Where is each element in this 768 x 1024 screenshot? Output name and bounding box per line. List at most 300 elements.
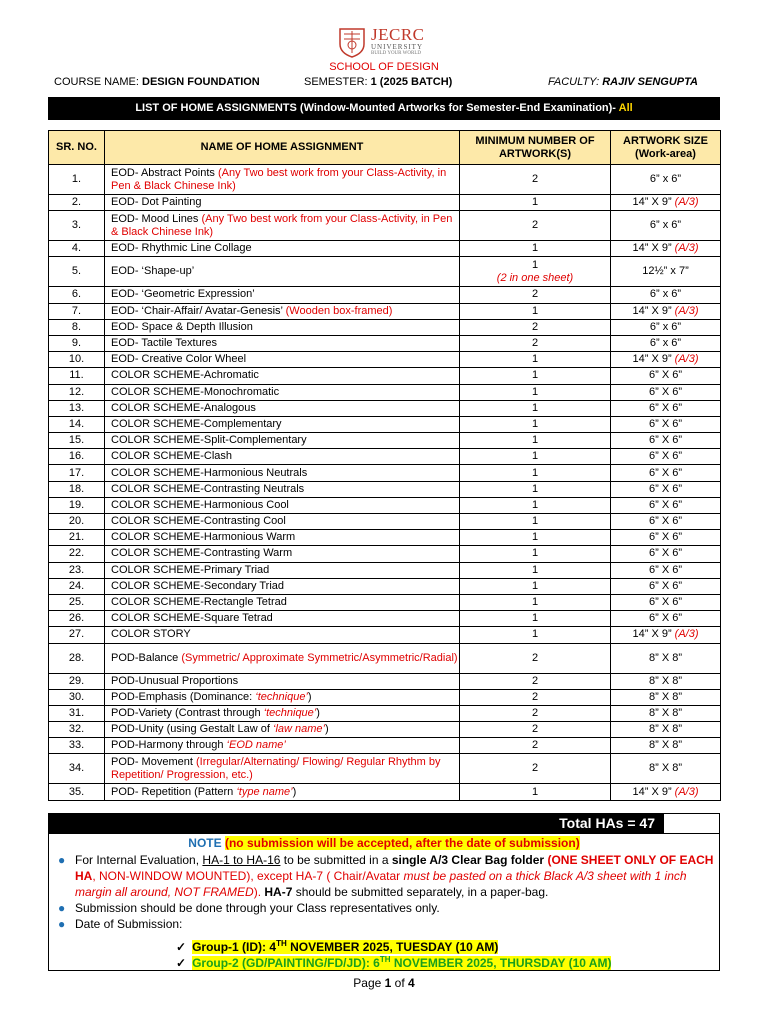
- artwork-size: [611, 754, 721, 784]
- table-row: [49, 673, 721, 689]
- row-number: 10.: [49, 352, 105, 368]
- artwork-size: [611, 368, 721, 384]
- artwork-size: [611, 303, 721, 319]
- table-row: [49, 449, 721, 465]
- assignment-title: COLOR SCHEME-Secondary Triad: [111, 579, 284, 592]
- row-number: 20.: [49, 514, 105, 530]
- artwork-count: [460, 530, 611, 546]
- size-value: 6” X 6”: [648, 369, 682, 382]
- artwork-count: [460, 257, 611, 287]
- size-value: 6” X 6”: [648, 531, 682, 544]
- size-value: 14” X 9”: [632, 628, 675, 641]
- table-row: [49, 368, 721, 384]
- table-row: [49, 481, 721, 497]
- table-row: [49, 643, 721, 673]
- assignment-name: [105, 241, 460, 257]
- artwork-size: [611, 352, 721, 368]
- logo-main-text: JECRC: [371, 25, 425, 44]
- size-value: 6” x 6”: [649, 320, 682, 333]
- count-value: 1: [531, 547, 539, 560]
- count-value: 1: [531, 304, 539, 317]
- table-row: [49, 784, 721, 800]
- list-item: ● For Internal Evaluation, HA-1 to HA-16 to be submitted in a single A/3 Clear Bag folder (ONE SHEET ONLY OF EACH HA, NON-WINDOW MOUNTED), except HA-7 ( Chair/Avatar must be pasted on a thick Black A/3 sheet with 1 inch margin all around, NOT FRAMED). HA-7 should be submitted separately, in a paper-bag.: [58, 853, 714, 899]
- row-number: 17.: [49, 465, 105, 481]
- group-2-date: ✓ Group-2 (GD/PAINTING/FD/JD): 6TH NOVEMBER 2025, THURSDAY (10 AM): [176, 955, 612, 970]
- artwork-count: [460, 497, 611, 513]
- table-row: [49, 165, 721, 195]
- artwork-size: [611, 465, 721, 481]
- artwork-size: [611, 578, 721, 594]
- artwork-count: [460, 673, 611, 689]
- table-row: [49, 514, 721, 530]
- artwork-size: [611, 643, 721, 673]
- artwork-count: [460, 287, 611, 303]
- assignment-variable: ‘technique’: [255, 690, 308, 703]
- artwork-count: [460, 546, 611, 562]
- table-row: [49, 352, 721, 368]
- assignment-title: COLOR SCHEME-Analogous: [111, 401, 256, 414]
- table-row: [49, 319, 721, 335]
- count-value: 2: [531, 739, 539, 752]
- list-item: ● Submission should be done through your Class representatives only.: [58, 901, 440, 915]
- assignment-name: [105, 627, 460, 643]
- row-number: 32.: [49, 722, 105, 738]
- table-row: [49, 433, 721, 449]
- assignment-title: EOD- Space & Depth Illusion: [111, 320, 253, 333]
- assignment-title: COLOR SCHEME-Clash: [111, 450, 233, 463]
- artwork-size: [611, 319, 721, 335]
- artwork-count: [460, 722, 611, 738]
- artwork-count: [460, 335, 611, 351]
- count-value: 1: [531, 242, 539, 255]
- count-value: 1: [531, 258, 539, 271]
- artwork-count: [460, 433, 611, 449]
- assignment-title: COLOR SCHEME-Primary Triad: [111, 563, 270, 576]
- artwork-count: [460, 578, 611, 594]
- assignment-name: [105, 449, 460, 465]
- table-header-row: [49, 131, 721, 165]
- artwork-count: [460, 319, 611, 335]
- count-value: 1: [531, 385, 539, 398]
- artwork-count: [460, 594, 611, 610]
- size-value: 6” x 6”: [649, 173, 682, 185]
- assignment-title: EOD- ‘Shape-up’: [111, 265, 195, 278]
- assignment-name: [105, 287, 460, 303]
- table-row: [49, 195, 721, 211]
- size-format: (A/3): [674, 628, 699, 641]
- count-value: 1: [531, 401, 539, 414]
- artwork-count: [460, 368, 611, 384]
- assignment-title: COLOR SCHEME-Complementary: [111, 417, 282, 430]
- assignment-name: [105, 530, 460, 546]
- assignment-title: COLOR SCHEME-Split-Complementary: [111, 434, 307, 447]
- size-value: 6” X 6”: [648, 482, 682, 495]
- assignment-name: [105, 562, 460, 578]
- assignment-name: [105, 643, 460, 673]
- assignment-title: POD-Harmony through: [111, 739, 227, 752]
- row-number: 13.: [49, 400, 105, 416]
- size-value: 6” X 6”: [648, 515, 682, 528]
- assignment-tail: ): [292, 785, 297, 798]
- size-value: 8” X 8”: [648, 690, 682, 703]
- assignment-name: [105, 481, 460, 497]
- size-value: 6” x 6”: [649, 288, 682, 301]
- size-value: 6” X 6”: [648, 417, 682, 430]
- count-value: 1: [531, 515, 539, 528]
- count-value: 2: [531, 219, 539, 232]
- artwork-size: [611, 594, 721, 610]
- size-value: 6” X 6”: [648, 450, 682, 463]
- note-title: NOTE (no submission will be accepted, after the date of submission): [188, 836, 580, 850]
- assignment-name: [105, 335, 460, 351]
- artwork-count: [460, 211, 611, 241]
- artwork-count: [460, 400, 611, 416]
- size-value: 8” X 8”: [648, 723, 682, 736]
- artwork-size: [611, 673, 721, 689]
- assignment-title: EOD- Creative Color Wheel: [111, 353, 247, 366]
- row-number: 35.: [49, 784, 105, 800]
- artwork-size: [611, 433, 721, 449]
- assignment-title: POD-Emphasis (Dominance:: [111, 690, 256, 703]
- header-artwork-size: ARTWORK SIZE (Work-area): [611, 131, 721, 165]
- size-format: (A/3): [674, 353, 699, 366]
- course-name: COURSE NAME: DESIGN FOUNDATION: [54, 76, 260, 88]
- row-number: 16.: [49, 449, 105, 465]
- artwork-count: [460, 784, 611, 800]
- assignment-variable: ‘law name’: [273, 723, 325, 736]
- table-row: [49, 497, 721, 513]
- table-row: [49, 530, 721, 546]
- artwork-size: [611, 738, 721, 754]
- row-number: 5.: [49, 257, 105, 287]
- count-value: 1: [531, 450, 539, 463]
- row-number: 33.: [49, 738, 105, 754]
- artwork-count: [460, 611, 611, 627]
- checkmark-icon: ✓: [176, 940, 187, 954]
- row-number: 21.: [49, 530, 105, 546]
- table-row: [49, 627, 721, 643]
- assignment-name: [105, 416, 460, 432]
- count-value: 2: [531, 651, 539, 664]
- row-number: 23.: [49, 562, 105, 578]
- table-row: [49, 241, 721, 257]
- assignment-title: EOD- ‘Chair-Affair/ Avatar-Genesis’: [111, 304, 286, 317]
- assignment-name: [105, 611, 460, 627]
- assignment-name: [105, 738, 460, 754]
- assignment-tail: ): [316, 706, 320, 719]
- size-value: 6” X 6”: [648, 434, 682, 447]
- size-format: (A/3): [674, 785, 699, 798]
- row-number: 7.: [49, 303, 105, 319]
- size-value: 14” X 9”: [632, 304, 675, 317]
- assignment-name: [105, 368, 460, 384]
- bullet-icon: ●: [58, 853, 66, 867]
- school-name: SCHOOL OF DESIGN: [329, 61, 439, 73]
- table-row: [49, 705, 721, 721]
- row-number: 25.: [49, 594, 105, 610]
- row-number: 11.: [49, 368, 105, 384]
- artwork-size: [611, 449, 721, 465]
- assignment-note: (Symmetric/ Approximate Symmetric/Asymmetric/Radial): [181, 651, 458, 664]
- assignment-name: [105, 303, 460, 319]
- assignment-title: EOD- Mood Lines: [111, 212, 202, 225]
- size-value: 6” X 6”: [648, 612, 682, 625]
- artwork-size: [611, 195, 721, 211]
- count-value: 1: [531, 417, 539, 430]
- artwork-count: [460, 481, 611, 497]
- row-number: 12.: [49, 384, 105, 400]
- assignment-name: [105, 195, 460, 211]
- assignment-title: COLOR SCHEME-Monochromatic: [111, 385, 280, 398]
- count-value: 2: [531, 690, 539, 703]
- row-number: 30.: [49, 689, 105, 705]
- table-row: [49, 578, 721, 594]
- assignment-name: [105, 754, 460, 784]
- table-row: [49, 400, 721, 416]
- assignment-title: EOD- Abstract Points: [111, 166, 218, 179]
- count-value: 1: [531, 498, 539, 511]
- count-value: 2: [531, 723, 539, 736]
- assignment-tail: ): [324, 723, 329, 736]
- size-value: 8” X 8”: [648, 762, 682, 775]
- table-row: [49, 611, 721, 627]
- artwork-count: [460, 705, 611, 721]
- assignment-name: [105, 514, 460, 530]
- artwork-size: [611, 627, 721, 643]
- artwork-size: [611, 722, 721, 738]
- assignment-title: POD- Movement: [111, 755, 196, 768]
- assignment-name: [105, 352, 460, 368]
- count-value: 2: [531, 706, 539, 719]
- artwork-size: [611, 497, 721, 513]
- size-value: 6” X 6”: [648, 579, 682, 592]
- artwork-count: [460, 416, 611, 432]
- artwork-size: [611, 514, 721, 530]
- size-value: 6” X 6”: [648, 547, 682, 560]
- row-number: 6.: [49, 287, 105, 303]
- group-1-date: ✓ Group-1 (ID): 4TH NOVEMBER 2025, TUESDAY (10 AM): [176, 939, 499, 954]
- artwork-size: [611, 481, 721, 497]
- assignment-title: COLOR SCHEME-Rectangle Tetrad: [111, 596, 287, 609]
- assignment-title: COLOR SCHEME-Harmonious Warm: [111, 531, 296, 544]
- assignment-title: COLOR SCHEME-Harmonious Cool: [111, 498, 289, 511]
- size-value: 8” X 8”: [648, 739, 682, 752]
- table-row: [49, 465, 721, 481]
- assignment-name: [105, 722, 460, 738]
- artwork-size: [611, 257, 721, 287]
- count-note: (2 in one sheet): [496, 271, 574, 284]
- assignment-title: COLOR SCHEME-Achromatic: [111, 369, 259, 382]
- list-item: ● Date of Submission:: [58, 917, 183, 931]
- table-row: [49, 257, 721, 287]
- count-value: 1: [531, 579, 539, 592]
- artwork-count: [460, 384, 611, 400]
- artwork-size: [611, 287, 721, 303]
- count-value: 1: [531, 482, 539, 495]
- bullet-icon: ●: [58, 901, 66, 915]
- row-number: 8.: [49, 319, 105, 335]
- row-number: 15.: [49, 433, 105, 449]
- faculty: FACULTY: RAJIV SENGUPTA: [548, 76, 698, 88]
- table-row: [49, 738, 721, 754]
- total-count: Total HAs = 47: [104, 813, 663, 834]
- table-row: [49, 287, 721, 303]
- note-bullets: [58, 852, 718, 932]
- assignment-name: [105, 673, 460, 689]
- table-row: [49, 689, 721, 705]
- assignment-title: POD-Unity (using Gestalt Law of: [111, 723, 274, 736]
- table-row: [49, 562, 721, 578]
- assignment-name: [105, 211, 460, 241]
- artwork-count: [460, 195, 611, 211]
- assignment-name: [105, 594, 460, 610]
- assignment-name: [105, 578, 460, 594]
- assignment-note: (Any Two best work from your Class-Activity, in Pen & Black Chinese Ink): [111, 212, 453, 238]
- artwork-count: [460, 303, 611, 319]
- artwork-size: [611, 211, 721, 241]
- row-number: 4.: [49, 241, 105, 257]
- row-number: 24.: [49, 578, 105, 594]
- artwork-count: [460, 754, 611, 784]
- assignment-variable: ‘technique’: [263, 706, 317, 719]
- count-value: 2: [531, 762, 539, 775]
- size-value: 6” x 6”: [649, 219, 682, 232]
- artwork-size: [611, 416, 721, 432]
- assignment-name: [105, 400, 460, 416]
- table-row: [49, 722, 721, 738]
- header-sr-no: SR. NO.: [49, 131, 105, 165]
- row-number: 22.: [49, 546, 105, 562]
- size-value: 6” X 6”: [648, 401, 682, 414]
- artwork-size: [611, 400, 721, 416]
- assignment-title: COLOR SCHEME-Contrasting Warm: [111, 547, 293, 560]
- header-assignment-name: NAME OF HOME ASSIGNMENT: [105, 131, 460, 165]
- table-row: [49, 416, 721, 432]
- size-value: 6” X 6”: [648, 563, 682, 576]
- table-row: [49, 335, 721, 351]
- assignment-note: (Wooden box-framed): [285, 304, 393, 317]
- table-row: [49, 384, 721, 400]
- count-value: 2: [531, 674, 539, 687]
- size-value: 14” X 9”: [632, 785, 675, 798]
- row-number: 34.: [49, 754, 105, 784]
- size-format: (A/3): [674, 304, 699, 317]
- count-value: 1: [531, 785, 539, 798]
- university-seal-icon: [337, 26, 367, 58]
- row-number: 26.: [49, 611, 105, 627]
- assignment-title: COLOR SCHEME-Square Tetrad: [111, 612, 273, 625]
- home-assignments-table: [48, 130, 721, 801]
- assignment-title: POD-Variety (Contrast through: [111, 706, 264, 719]
- assignment-title: EOD- Tactile Textures: [111, 337, 217, 350]
- assignment-name: [105, 165, 460, 195]
- count-value: 2: [531, 173, 539, 185]
- size-value: 6” X 6”: [648, 385, 682, 398]
- artwork-count: [460, 689, 611, 705]
- university-logo: [337, 26, 429, 62]
- artwork-count: [460, 627, 611, 643]
- artwork-size: [611, 546, 721, 562]
- assignment-name: [105, 546, 460, 562]
- size-value: 8” X 8”: [648, 651, 682, 664]
- artwork-size: [611, 689, 721, 705]
- artwork-count: [460, 643, 611, 673]
- count-value: 1: [531, 563, 539, 576]
- row-number: 18.: [49, 481, 105, 497]
- artwork-size: [611, 384, 721, 400]
- logo-sub-text: UNIVERSITY: [371, 43, 423, 51]
- assignment-title: POD-Unusual Proportions: [111, 674, 239, 687]
- size-value: 8” X 8”: [648, 674, 682, 687]
- assignment-note: (Any Two best work from your Class-Activity, in Pen & Black Chinese Ink): [111, 166, 447, 192]
- artwork-count: [460, 352, 611, 368]
- row-number: 9.: [49, 335, 105, 351]
- size-value: 14” X 9”: [632, 196, 675, 209]
- assignment-title: EOD- ‘Geometric Expression’: [111, 288, 255, 301]
- assignment-name: [105, 433, 460, 449]
- count-value: 1: [531, 466, 539, 479]
- table-row: [49, 754, 721, 784]
- assignment-title: COLOR SCHEME-Contrasting Neutrals: [111, 482, 305, 495]
- assignment-name: [105, 319, 460, 335]
- assignment-title: EOD- Dot Painting: [111, 196, 202, 209]
- count-value: 1: [531, 434, 539, 447]
- table-row: [49, 303, 721, 319]
- count-value: 1: [531, 196, 539, 209]
- checkmark-icon: ✓: [176, 956, 187, 970]
- assignment-title: POD-Balance: [111, 651, 182, 664]
- size-value: 6” X 6”: [648, 466, 682, 479]
- assignment-name: [105, 784, 460, 800]
- artwork-count: [460, 514, 611, 530]
- assignment-title: COLOR STORY: [111, 628, 191, 641]
- artwork-count: [460, 465, 611, 481]
- assignment-variable: ‘type name’: [236, 785, 293, 798]
- page-number: Page 1 of 4: [353, 976, 415, 990]
- table-row: [49, 546, 721, 562]
- semester: SEMESTER: 1 (2025 BATCH): [304, 76, 453, 88]
- bullet-icon: ●: [58, 917, 66, 931]
- assignment-name: [105, 465, 460, 481]
- artwork-size: [611, 335, 721, 351]
- artwork-size: [611, 784, 721, 800]
- count-value: 2: [531, 337, 539, 350]
- artwork-count: [460, 241, 611, 257]
- size-format: (A/3): [674, 196, 699, 209]
- count-value: 1: [531, 353, 539, 366]
- assignment-name: [105, 497, 460, 513]
- artwork-count: [460, 562, 611, 578]
- count-value: 2: [531, 320, 539, 333]
- assignment-name: [105, 689, 460, 705]
- size-value: 6” X 6”: [648, 498, 682, 511]
- row-number: 31.: [49, 705, 105, 721]
- assignment-title: EOD- Rhythmic Line Collage: [111, 242, 252, 255]
- size-value: 6” X 6”: [648, 596, 682, 609]
- artwork-size: [611, 562, 721, 578]
- row-number: 2.: [49, 195, 105, 211]
- size-value: 14” X 9”: [632, 353, 675, 366]
- assignment-title: COLOR SCHEME-Harmonious Neutrals: [111, 466, 308, 479]
- artwork-size: [611, 530, 721, 546]
- artwork-count: [460, 449, 611, 465]
- size-value: 12½” x 7”: [642, 265, 689, 278]
- count-value: 1: [531, 612, 539, 625]
- assignment-title: POD- Repetition (Pattern: [111, 785, 237, 798]
- size-value: 14” X 9”: [632, 242, 675, 255]
- size-value: 8” X 8”: [648, 706, 682, 719]
- row-number: 27.: [49, 627, 105, 643]
